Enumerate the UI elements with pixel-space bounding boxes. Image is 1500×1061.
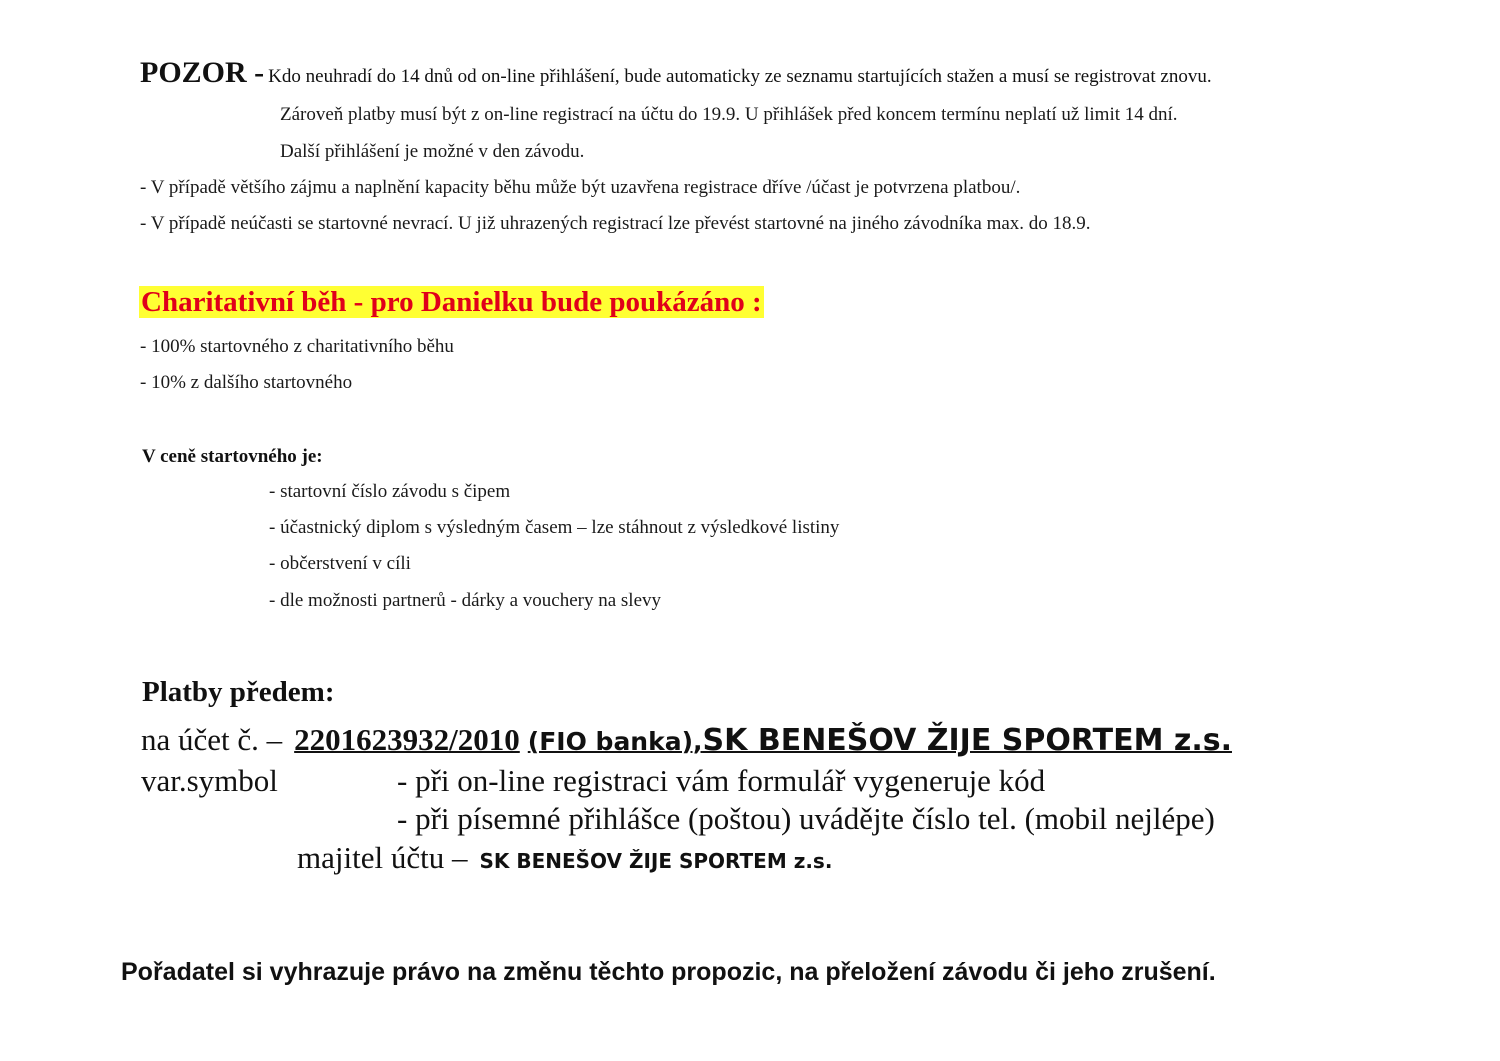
account-label: na účet č. – xyxy=(141,722,283,757)
owner-name: SK BENEŠOV ŽIJE SPORTEM z.s. xyxy=(479,849,833,873)
included-item-1: - startovní číslo závodu s čipem xyxy=(269,481,511,502)
charity-heading-text: Charitativní běh - pro Danielku bude poukázáno : xyxy=(141,286,762,318)
note-refund: - V případě neúčasti se startovné nevrací. U již uhrazených registrací lze převést startovné na jiného závodníka max. do 18.9. xyxy=(140,213,1091,234)
note-capacity: - V případě většího zájmu a naplnění kapacity běhu může být uzavřena registrace dříve /účast je potvrzena platbou/. xyxy=(140,177,1021,198)
varsymbol-line-2: - při písemné přihlášce (poštou) uvádějte číslo tel. (mobil nejlépe) xyxy=(397,801,1215,836)
included-item-3: - občerstvení v cíli xyxy=(269,553,411,574)
charity-item-2: - 10% z dalšího startovného xyxy=(140,372,353,393)
pozor-text-3: Další přihlášení je možné v den závodu. xyxy=(280,141,585,162)
pozor-text-1: Kdo neuhradí do 14 dnů od on-line přihlášení, bude automaticky ze seznamu startujících stažen a musí se registrovat znovu. xyxy=(268,66,1212,87)
account-details xyxy=(294,722,1232,758)
account-line xyxy=(141,722,1232,758)
charity-item-1: - 100% startovného z charitativního běhu xyxy=(140,336,454,357)
footer-disclaimer: Pořadatel si vyhrazuje právo na změnu těchto propozic, na přeložení závodu či jeho zrušení. xyxy=(121,958,1216,986)
included-item-2: - účastnický diplom s výsledným časem – lze stáhnout z výsledkové listiny xyxy=(269,517,840,538)
pozor-label: POZOR - xyxy=(140,56,265,89)
account-number: 2201623932/2010 xyxy=(294,722,520,757)
owner-label: majitel účtu – xyxy=(297,840,468,875)
charity-heading xyxy=(139,286,764,319)
pozor-line-1 xyxy=(140,56,1212,90)
varsymbol-line-1: - při on-line registraci vám formulář vygeneruje kód xyxy=(397,763,1046,798)
owner-line xyxy=(297,840,832,876)
varsymbol-label: var.symbol xyxy=(141,763,278,798)
bank-name: (FIO banka), xyxy=(527,727,703,756)
pozor-text-2: Zároveň platby musí být z on-line registrací na účtu do 19.9. U přihlášek před koncem termínu neplatí už limit 14 dní. xyxy=(280,104,1178,125)
included-heading: V ceně startovného je: xyxy=(142,446,323,467)
account-name: SK BENEŠOV ŽIJE SPORTEM z.s. xyxy=(702,723,1232,758)
payments-heading: Platby předem: xyxy=(142,676,335,708)
included-item-4: - dle možnosti partnerů - dárky a vouchery na slevy xyxy=(269,590,662,611)
